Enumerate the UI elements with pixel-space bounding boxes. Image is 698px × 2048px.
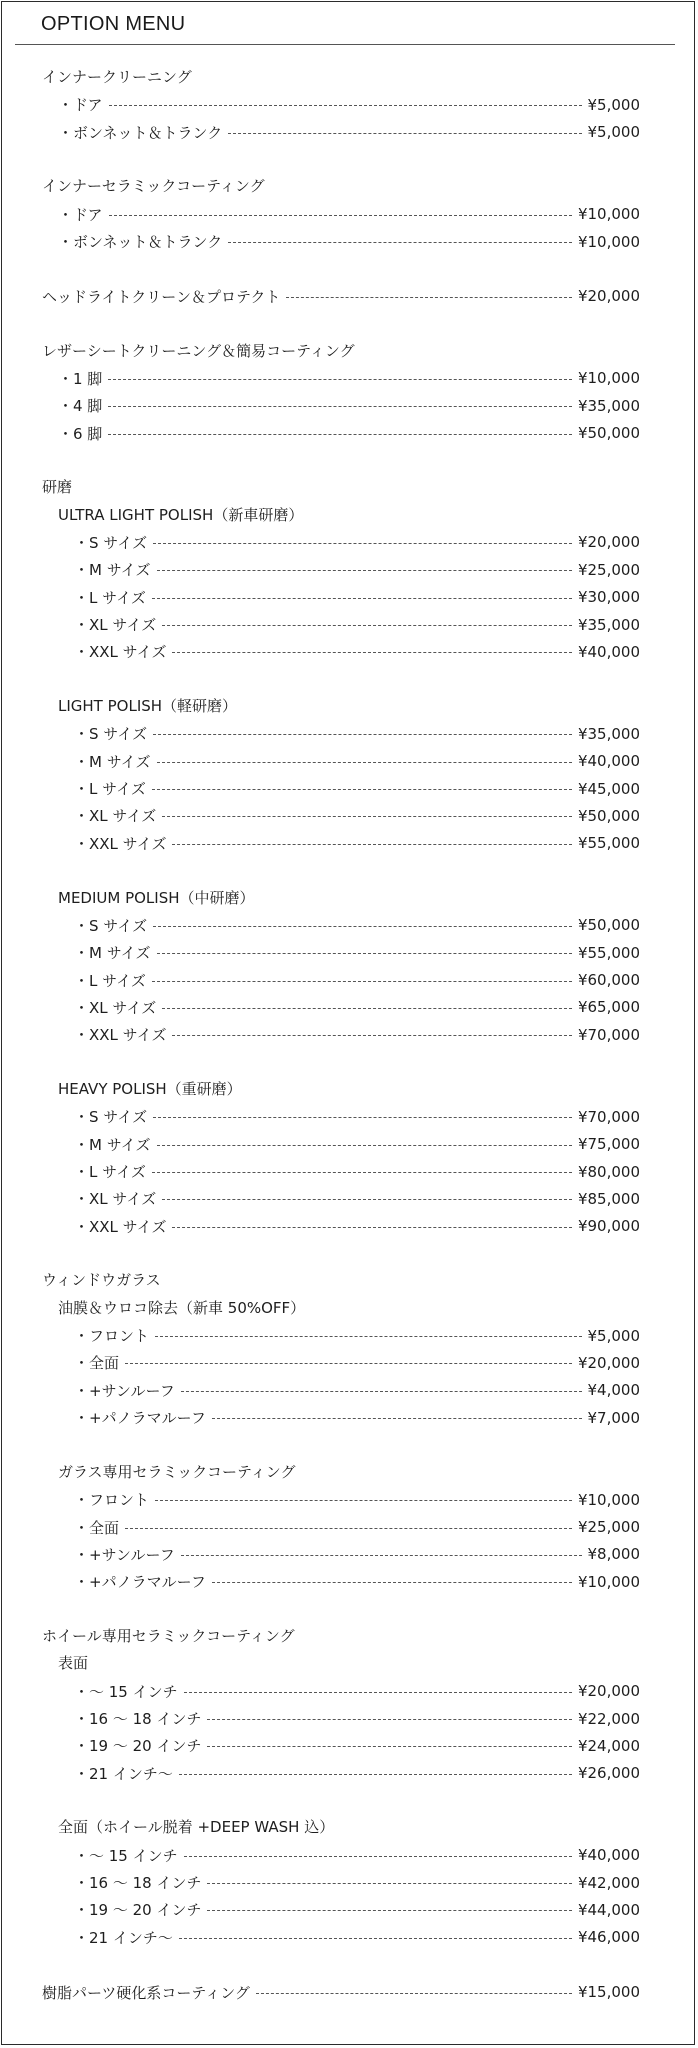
section-heading: インナークリーニング [42,68,192,86]
menu-item-price: ¥24,000 [577,1736,640,1755]
dotted-leader [157,762,572,763]
dotted-leader [153,1117,572,1118]
section-heading: ホイール専用セラミックコーティング [42,1626,295,1645]
menu-item-label: ・M サイズ [74,944,151,963]
menu-item-price: ¥45,000 [577,779,640,798]
menu-item-row [58,91,640,118]
menu-item-price: ¥44,000 [577,1900,640,1919]
menu-item-label: ・L サイズ [74,780,146,799]
menu-item-row [42,1979,640,2006]
dotted-leader [162,625,572,626]
menu-item-row [74,830,640,857]
menu-item-price: ¥10,000 [577,369,640,388]
menu-item-price: ¥8,000 [587,1545,640,1564]
dotted-leader [155,1336,581,1337]
section-heading: インナーセラミックコーティング [42,177,265,196]
menu-item-row [74,1896,640,1923]
menu-item-label: ・XXL サイズ [74,1026,167,1045]
menu-item-price: ¥35,000 [577,396,640,415]
dotted-leader [228,133,581,134]
menu-item-label: ・フロント [74,1491,150,1510]
dotted-leader [207,1746,571,1747]
menu-item-row [74,1213,640,1240]
menu-item-row [74,802,640,829]
menu-item-price: ¥25,000 [577,1518,640,1537]
menu-item-price: ¥10,000 [577,1572,640,1591]
menu-item-price: ¥75,000 [577,1135,640,1154]
dotted-leader [109,215,572,216]
menu-item-row [74,529,640,556]
menu-item-label: ・ドア [58,205,103,224]
menu-item-row [74,1349,640,1376]
menu-item-row [74,638,640,665]
menu-item-label: ・+パノラマルーフ [74,1409,206,1428]
menu-item-row [58,201,640,228]
menu-item-price: ¥20,000 [577,533,640,552]
menu-item-label: ・ボンネット＆トランク [58,233,223,252]
menu-item-label: ・L サイズ [74,971,146,990]
dotted-leader [125,1528,572,1529]
page-title: OPTION MENU [41,13,186,35]
menu-item-row [74,556,640,583]
menu-item-price: ¥5,000 [587,1326,640,1345]
menu-item-price: ¥40,000 [577,642,640,661]
menu-item-price: ¥22,000 [577,1709,640,1728]
menu-item-row [74,1568,640,1595]
menu-item-label: ・全面 [74,1354,120,1373]
menu-item-row [74,939,640,966]
menu-item-row [74,1541,640,1568]
dotted-leader [184,1856,572,1857]
dotted-leader [125,1363,572,1364]
menu-item-row [74,1185,640,1212]
menu-item-label: ・1 脚 [58,369,103,388]
dotted-leader [181,1555,582,1556]
menu-item-label: ・XL サイズ [74,616,157,634]
menu-item-label: ・全面 [74,1518,120,1537]
dotted-leader [181,1391,582,1392]
dotted-leader [157,953,572,954]
menu-item-price: ¥65,000 [577,998,640,1017]
menu-item-row [74,1486,640,1513]
dotted-leader [155,1500,572,1501]
dotted-leader [157,1145,572,1146]
menu-item-label: ヘッドライトクリーン＆プロテクト [42,287,281,306]
dotted-leader [184,1692,572,1693]
dotted-leader [207,1910,571,1911]
menu-item-price: ¥5,000 [587,123,640,142]
dotted-leader [108,406,572,407]
menu-item-row [74,1732,640,1759]
title-divider [15,44,675,45]
menu-item-label: ・ドア [58,96,103,115]
menu-item-row [74,775,640,802]
dotted-leader [109,105,582,106]
menu-item-label: ・XXL サイズ [74,834,167,853]
subsection-heading: ULTRA LIGHT POLISH（新車研磨） [58,505,304,524]
menu-item-price: ¥20,000 [577,287,640,306]
menu-item-row [74,994,640,1021]
dotted-leader [172,1035,571,1036]
menu-item-label: ・S サイズ [74,725,148,744]
menu-item-label: ・XL サイズ [74,807,157,826]
menu-item-price: ¥46,000 [577,1928,640,1947]
dotted-leader [152,981,572,982]
subsection-heading: HEAVY POLISH（重研磨） [58,1079,242,1098]
subsection-heading: ガラス専用セラミックコーティング [58,1462,296,1481]
menu-item-label: ・XL サイズ [74,998,157,1017]
menu-item-row [74,748,640,775]
menu-item-row [74,1869,640,1896]
menu-item-price: ¥55,000 [577,834,640,853]
menu-item-label: ・19 〜 20 インチ [74,1737,202,1756]
menu-item-label: ・6 脚 [58,424,103,443]
menu-item-price: ¥40,000 [577,1846,640,1865]
dotted-leader [157,570,572,571]
menu-item-row [74,720,640,747]
dotted-leader [108,379,572,380]
dotted-leader [162,1199,572,1200]
dotted-leader [212,1418,582,1419]
menu-item-label: ・XXL サイズ [74,643,167,662]
menu-item-price: ¥15,000 [577,1983,640,2001]
dotted-leader [172,844,571,845]
menu-item-row [42,283,640,310]
menu-item-label: 樹脂パーツ硬化系コーティング [42,1983,250,2002]
menu-item-price: ¥50,000 [577,806,640,825]
menu-item-row [74,1131,640,1158]
dotted-leader [256,1993,572,1994]
menu-item-row [74,1021,640,1048]
menu-item-label: ・S サイズ [74,916,148,935]
dotted-leader [228,242,572,243]
menu-item-label: ・S サイズ [74,1108,148,1127]
menu-item-label: ・L サイズ [74,1163,146,1181]
menu-item-label: ・XL サイズ [74,1190,157,1209]
subsection-heading: MEDIUM POLISH（中研磨） [58,888,255,907]
menu-item-price: ¥70,000 [577,1025,640,1044]
menu-item-label: ・4 脚 [58,397,103,416]
menu-item-price: ¥10,000 [577,232,640,251]
menu-item-price: ¥60,000 [577,971,640,990]
menu-item-row [74,1842,640,1869]
subsection-heading: LIGHT POLISH（軽研磨） [58,697,238,716]
menu-item-price: ¥26,000 [577,1764,640,1783]
dotted-leader [172,1227,571,1228]
menu-item-row [58,119,640,146]
dotted-leader [152,789,572,790]
menu-item-price: ¥90,000 [577,1217,640,1236]
menu-item-row [74,1322,640,1349]
dotted-leader [153,543,572,544]
menu-item-label: ・フロント [74,1327,150,1346]
subsection-heading: 表面 [58,1654,89,1673]
menu-item-price: ¥35,000 [577,724,640,743]
menu-item-price: ¥50,000 [577,424,640,443]
menu-item-price: ¥10,000 [577,205,640,224]
menu-item-price: ¥20,000 [577,1353,640,1372]
menu-item-price: ¥4,000 [587,1381,640,1400]
menu-item-price: ¥20,000 [577,1682,640,1701]
menu-item-label: ・16 〜 18 インチ [74,1710,202,1728]
subsection-heading: 油膜＆ウロコ除去（新車 50%OFF） [58,1298,306,1317]
dotted-leader [286,297,572,298]
menu-item-label: ・19 〜 20 インチ [74,1901,202,1920]
dotted-leader [108,434,572,435]
dotted-leader [179,1938,572,1939]
menu-item-label: ・L サイズ [74,588,146,607]
menu-item-price: ¥55,000 [577,943,640,962]
menu-item-price: ¥30,000 [577,588,640,607]
menu-item-price: ¥5,000 [587,95,640,114]
menu-item-label: ・21 インチ〜 [74,1928,173,1947]
section-heading: ウィンドウガラス [42,1271,161,1290]
section-heading: 研磨 [42,478,73,497]
menu-item-label: ・+サンルーフ [74,1545,175,1564]
menu-item-row [74,584,640,611]
menu-item-row [74,1705,640,1732]
menu-item-row [74,1103,640,1130]
menu-item-price: ¥7,000 [587,1408,640,1427]
menu-item-row [58,228,640,255]
menu-item-label: ・〜 15 インチ [74,1682,178,1701]
menu-item-row [58,420,640,447]
menu-item-row [74,1760,640,1787]
dotted-leader [179,1774,572,1775]
menu-item-label: ・M サイズ [74,752,151,771]
menu-item-row [74,1377,640,1404]
menu-item-label: ・S サイズ [74,533,148,552]
menu-item-price: ¥35,000 [577,615,640,634]
menu-item-price: ¥50,000 [577,916,640,935]
menu-item-label: ・ボンネット＆トランク [58,123,223,142]
menu-item-row [74,1678,640,1705]
menu-item-label: ・〜 15 インチ [74,1846,178,1865]
dotted-leader [152,598,572,599]
menu-item-row [74,1404,640,1431]
dotted-leader [172,652,571,653]
menu-item-price: ¥85,000 [577,1189,640,1208]
dotted-leader [162,816,572,817]
menu-item-row [74,1514,640,1541]
menu-item-label: ・21 インチ〜 [74,1764,173,1783]
menu-item-price: ¥80,000 [577,1162,640,1181]
menu-item-row [74,967,640,994]
menu-item-label: ・+サンルーフ [74,1381,175,1400]
menu-item-label: ・+パノラマルーフ [74,1573,206,1592]
menu-item-price: ¥10,000 [577,1490,640,1509]
menu-item-row [74,912,640,939]
menu-item-row [58,365,640,392]
menu-item-row [74,1158,640,1185]
section-heading: レザーシートクリーニング＆簡易コーティング [42,341,355,360]
menu-item-row [74,611,640,638]
dotted-leader [152,1172,572,1173]
dotted-leader [207,1883,571,1884]
menu-item-price: ¥42,000 [577,1873,640,1892]
dotted-leader [153,734,572,735]
menu-item-row [58,392,640,419]
menu-item-label: ・16 〜 18 インチ [74,1874,202,1893]
menu-item-row [74,1924,640,1951]
dotted-leader [153,926,572,927]
menu-item-label: ・M サイズ [74,561,151,580]
dotted-leader [162,1008,572,1009]
menu-item-price: ¥40,000 [577,752,640,771]
menu-item-price: ¥70,000 [577,1107,640,1126]
menu-item-price: ¥25,000 [577,560,640,579]
menu-item-label: ・XXL サイズ [74,1217,167,1236]
dotted-leader [212,1582,572,1583]
subsection-heading: 全面（ホイール脱着 +DEEP WASH 込） [58,1818,335,1837]
menu-item-label: ・M サイズ [74,1135,151,1154]
dotted-leader [207,1719,571,1720]
